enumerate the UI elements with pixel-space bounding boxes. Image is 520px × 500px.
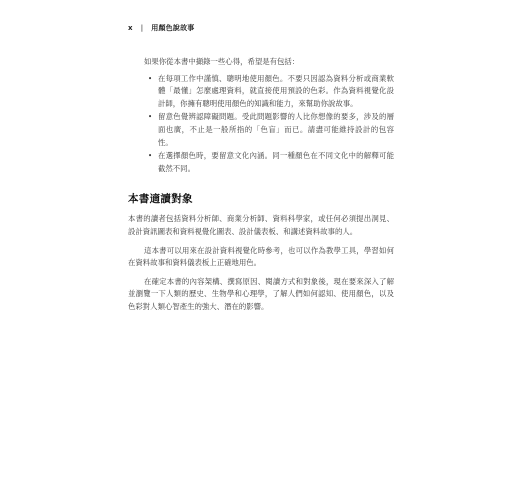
running-header bbox=[128, 22, 394, 34]
section-heading: 本書適讀對象 bbox=[128, 193, 193, 206]
header-separator: | bbox=[140, 24, 144, 32]
takeaway-list bbox=[128, 73, 394, 176]
book-title: 用顏色說故事 bbox=[151, 24, 195, 32]
list-item: • 在每項工作中謹慎、聰明地使用顏色。不要只因認為資料分析或商業軟體「最懂」怎麼處理資料，就直接使用預設的色彩。作為資料視覺化設計師，你擁有聰明使用顏色的知識和能力，來幫助你說故事。 bbox=[148, 73, 394, 111]
list-item: • 留意色覺辨認障礙問題。受此問題影響的人比你想像的要多，涉及的層面也廣，不止是一般所指的「色盲」而已。請盡可能維持設計的包容性。 bbox=[148, 111, 394, 149]
body-paragraph: 本書的讀者包括資料分析師、商業分析師、資料科學家，或任何必須提出洞見、設計資訊圖表和資料視覺化圖表、設計儀表板、和講述資料故事的人。 bbox=[128, 214, 394, 236]
body-paragraph: 這本書可以用來在設計資料視覺化時參考，也可以作為教學工具，學習如何在資料故事和資料儀表板上正確地用色。 bbox=[128, 245, 394, 268]
body-paragraph: 在確定本書的內容架構、撰寫原因、閱讀方式和對象後，現在要來深入了解並瀏覽一下人類的歷史、生物學和心理學，了解人們如何認知、使用顏色，以及色彩對人類心智產生的強大、潛在的影響。 bbox=[128, 276, 394, 311]
page-number: x bbox=[128, 24, 133, 32]
intro-paragraph: 如果你從本書中擷錄一些心得，希望是有包括： bbox=[144, 57, 300, 66]
list-item: • 在選擇顏色時，要留意文化內涵。同一種顏色在不同文化中的解釋可能截然不同。 bbox=[148, 150, 394, 175]
book-page bbox=[128, 22, 394, 320]
